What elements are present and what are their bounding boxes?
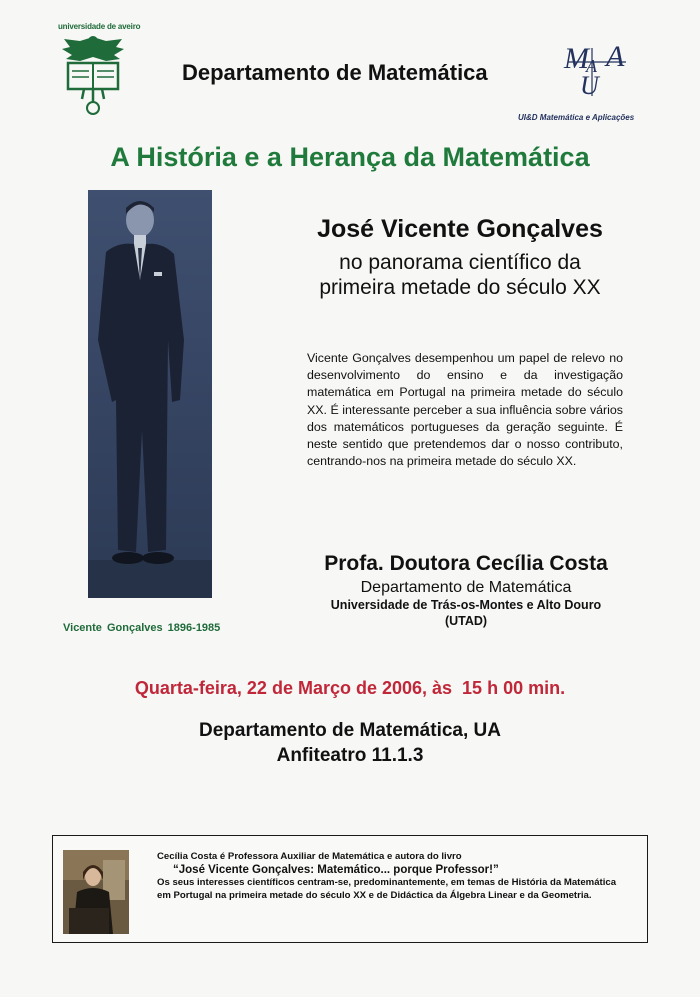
event-date-line <box>0 678 700 699</box>
svg-text:M: M <box>564 42 589 75</box>
lecture-subject-name: José Vicente Gonçalves <box>317 215 603 243</box>
series-title: A História e a Herança da Matemática <box>110 142 590 172</box>
svg-text:U: U <box>580 71 599 100</box>
event-date: Quarta-feira, 22 de Março de 2006, às <box>134 678 453 698</box>
speaker-bio-box <box>52 835 648 943</box>
lecture-subtitle-line2: primeira metade do século XX <box>319 276 601 299</box>
speaker-bio-text <box>157 851 627 902</box>
event-time: 15 h 00 min. <box>462 678 566 698</box>
speaker-university: Universidade de Trás-os-Montes e Alto Douro <box>330 598 602 612</box>
speaker-university-abbr: (UTAD) <box>444 614 488 628</box>
svg-text:A: A <box>586 56 597 76</box>
svg-text:A: A <box>606 40 625 73</box>
research-unit-logo <box>556 38 632 102</box>
portrait-caption: Vicente Gonçalves 1896-1985 <box>63 622 221 634</box>
speaker-photo-icon <box>63 850 129 934</box>
university-logo <box>58 22 141 118</box>
portrait-figure-icon <box>88 190 212 598</box>
speaker-photo <box>63 850 129 934</box>
lecture-abstract: Vicente Gonçalves desempenhou um papel de relevo no desenvolvimento do ensino e da investigação matemática em Portugal na primeira metade do século XX. É interessante perceber a sua influência sobre vários dos matemáticos portugueses da geração seguinte. É neste sentido que pretendemos dar o nosso contributo, centrando-nos na primeira metade do século XX. <box>307 351 623 469</box>
lecture-subtitle-line1: no panorama científico da <box>339 251 581 274</box>
maua-logo-icon <box>556 38 632 102</box>
speaker-name: Profa. Doutora Cecília Costa <box>324 552 608 575</box>
speaker-department: Departamento de Matemática <box>360 579 572 596</box>
bio-book-title: “José Vicente Gonçalves: Matemático... porque Professor!” <box>173 864 499 877</box>
research-unit-name: UI&D Matemática e Aplicações <box>518 113 635 122</box>
header-department: Departamento de Matemática <box>182 60 488 85</box>
bio-interests: Os seus interesses científicos centram-se, predominantemente, em temas de História da Matemática em Portugal na primeira metade do século XX e de Didáctica da Álgebra Linear e da Geometria. <box>157 877 617 901</box>
venue-line1: Departamento de Matemática, UA <box>199 720 501 741</box>
venue-line2: Anfiteatro 11.1.3 <box>276 745 424 766</box>
eagle-emblem-icon <box>58 31 128 115</box>
portrait-photo <box>88 190 212 598</box>
university-banner-text: universidade de aveiro <box>58 22 141 31</box>
bio-intro: Cecília Costa é Professora Auxiliar de Matemática e autora do livro <box>157 851 462 862</box>
